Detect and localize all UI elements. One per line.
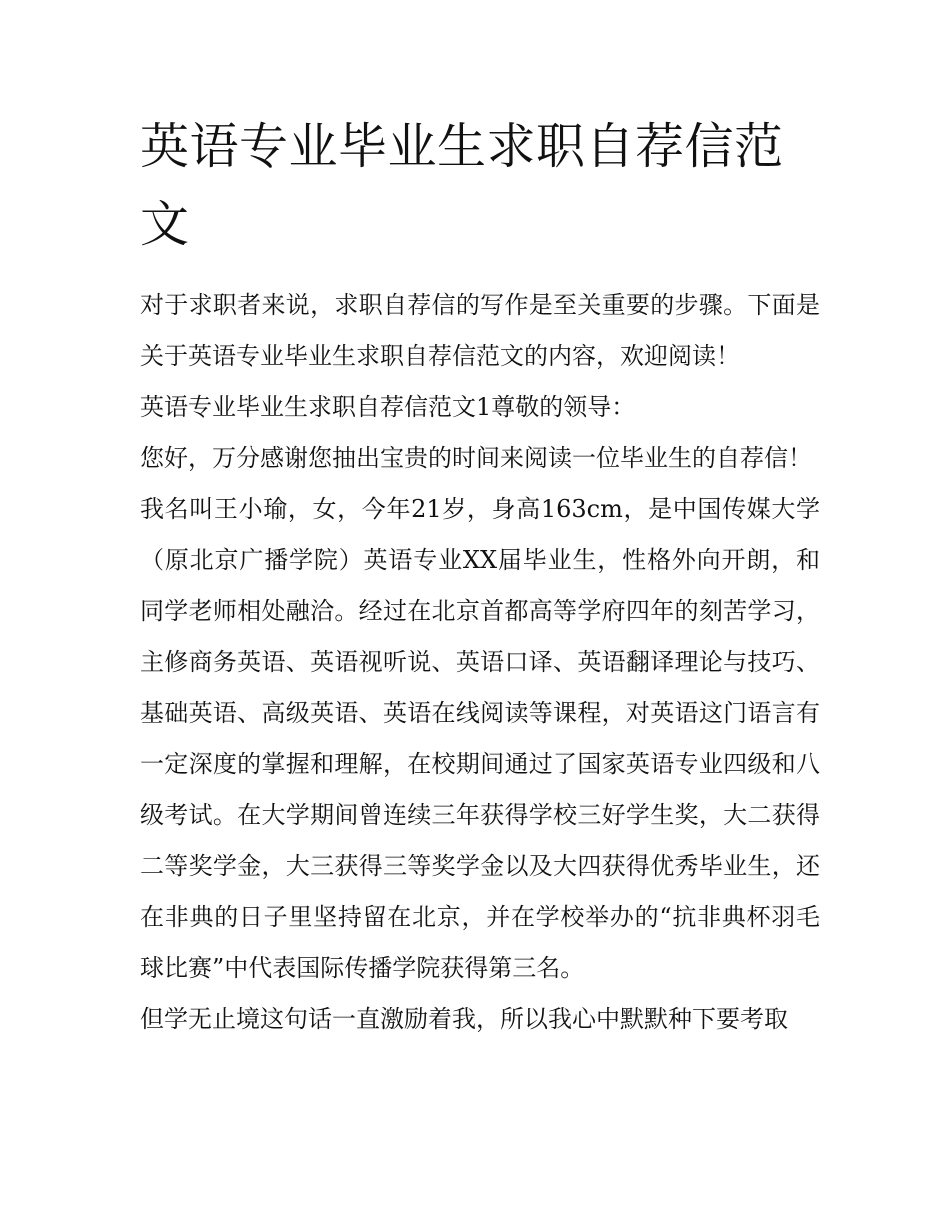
document-body <box>140 280 820 1045</box>
greeting-paragraph: 您好，万分感谢您抽出宝贵的时间来阅读一位毕业生的自荐信！ <box>140 444 812 472</box>
intro-paragraph: 对于求职者来说，求职自荐信的写作是至关重要的步骤。下面是关于英语专业毕业生求职自荐信范文的内容，欢迎阅读！ <box>140 291 820 370</box>
self-introduction-paragraph: 我名叫王小瑜，女，今年21岁，身高163cm，是中国传媒大学（原北京广播学院）英语专业XX届毕业生，性格外向开朗，和同学老师相处融洽。经过在北京首都高等学府四年的刻苦学习，主修商务英语、英语视听说、英语口译、英语翻译理论与技巧、基础英语、高级英语、英语在线阅读等课程，对英语这门语言有一定深度的掌握和理解，在校期间通过了国家英语专业四级和八级考试。在大学期间曾连续三年获得学校三好学生奖，大二获得二等奖学金，大三获得三等奖学金以及大四获得优秀毕业生，还在非典的日子里坚持留在北京，并在学校举办的“抗非典杯羽毛球比赛”中代表国际传播学院获得第三名。 <box>140 495 820 982</box>
salutation-paragraph: 英语专业毕业生求职自荐信范文1尊敬的领导： <box>140 393 636 421</box>
document-title: 英语专业毕业生求职自荐信范文 <box>140 118 784 253</box>
continuation-paragraph: 但学无止境这句话一直激励着我，所以我心中默默种下要考取 <box>140 1005 788 1033</box>
